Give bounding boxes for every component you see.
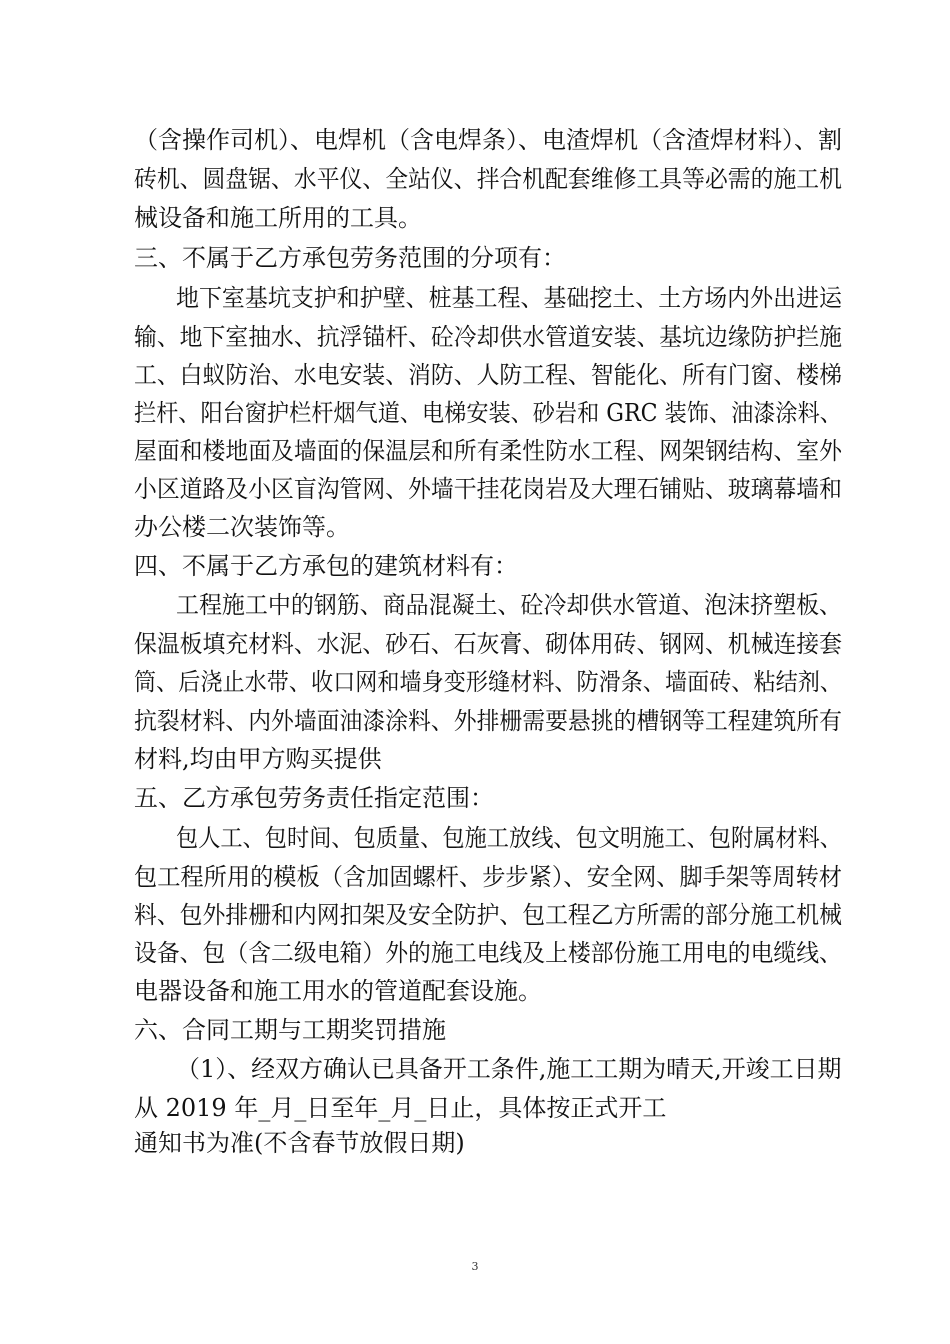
text-line: 拦杆、阳台窗护栏杆烟气道、电梯安装、砂岩和 GRC 装饰、油漆涂料、 — [134, 399, 842, 427]
text-line: 料、包外排栅和内网扣架及安全防护、包工程乙方所需的部分施工机械 — [134, 901, 842, 929]
text-line: 材料,均由甲方购买提供 — [134, 745, 382, 773]
page-number: 3 — [471, 1260, 479, 1273]
text-line: 电器设备和施工用水的管道配套设施。 — [134, 977, 542, 1005]
section-heading: 三、不属于乙方承包劳务范围的分项有： — [134, 244, 566, 272]
text-line: 械设备和施工所用的工具。 — [134, 204, 422, 232]
section-heading: 六、合同工期与工期奖罚措施 — [134, 1016, 446, 1044]
section-heading: 五、乙方承包劳务责任指定范围： — [134, 784, 494, 812]
text-line: 工程施工中的钢筋、商品混凝土、砼冷却供水管道、泡沫挤塑板、 — [176, 591, 843, 619]
text-line: 包人工、包时间、包质量、包施工放线、包文明施工、包附属材料、 — [176, 824, 842, 852]
text-line: 通知书为准(不含春节放假日期) — [134, 1129, 465, 1157]
section-heading: 四、不属于乙方承包的建筑材料有： — [134, 552, 518, 580]
text-line: 包工程所用的模板（含加固螺杆、步步紧）、安全网、脚手架等周转材 — [134, 863, 842, 891]
text-line: 小区道路及小区盲沟管网、外墙干挂花岗岩及大理石铺贴、玻璃幕墙和 — [134, 475, 842, 503]
text-line: 地下室基坑支护和护壁、桩基工程、基础挖土、土方场内外出进运 — [176, 284, 843, 312]
text-line: 工、白蚁防治、水电安装、消防、人防工程、智能化、所有门窗、楼梯 — [134, 361, 842, 389]
text-line: （1）、经双方确认已具备开工条件,施工工期为晴天,开竣工日期 — [176, 1055, 842, 1083]
text-line: 从 2019 年_月_日至年_月_日止，具体按正式开工 — [134, 1094, 667, 1122]
text-line: 筒、后浇止水带、收口网和墙身变形缝材料、防滑条、墙面砖、粘结剂、 — [134, 668, 843, 696]
text-line: 输、地下室抽水、抗浮锚杆、砼冷却供水管道安装、基坑边缘防护拦施 — [134, 323, 842, 351]
text-line: （含操作司机）、电焊机（含电焊条）、电渣焊机（含渣焊材料）、割 — [134, 126, 842, 154]
text-line: 设备、包（含二级电箱）外的施工电线及上楼部份施工用电的电缆线、 — [134, 939, 842, 967]
text-line: 砖机、圆盘锯、水平仪、全站仪、拌合机配套维修工具等必需的施工机 — [134, 165, 842, 193]
text-line: 屋面和楼地面及墙面的保温层和所有柔性防水工程、网架钢结构、室外 — [134, 437, 842, 465]
text-line: 办公楼二次装饰等。 — [134, 513, 350, 541]
text-line: 保温板填充材料、水泥、砂石、石灰膏、砌体用砖、钢网、机械连接套 — [134, 630, 842, 658]
text-line: 抗裂材料、内外墙面油漆涂料、外排栅需要悬挑的槽钢等工程建筑所有 — [134, 707, 842, 735]
